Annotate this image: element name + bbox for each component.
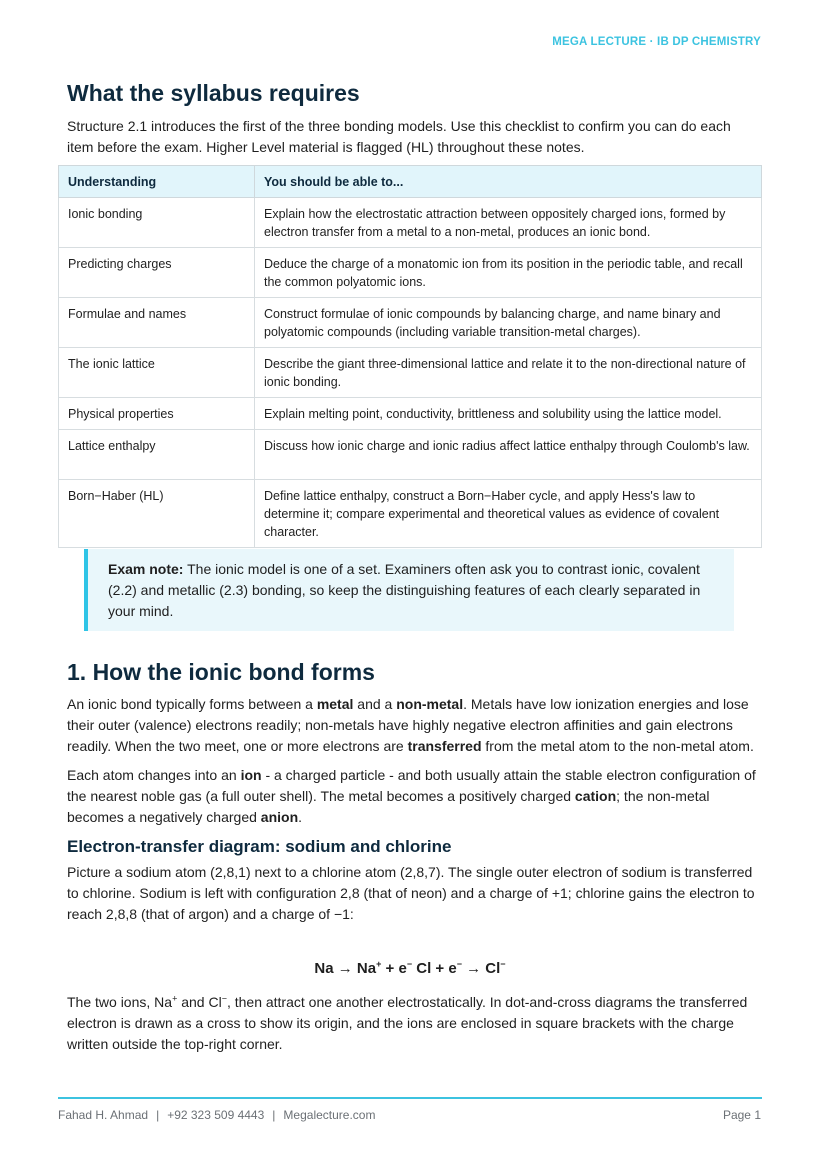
paragraph-sodium-chlorine: Picture a sodium atom (2,8,1) next to a chlorine atom (2,8,7). The single outer electron of sodium is transferred to chlorine. Sodium is left with configuration 2,8 (that of neon) and a charge of +1; chlorine gains the electron to reach 2,8,8 (that of argon) and a charge of −1: <box>67 864 755 922</box>
paragraph-attraction: The two ions, Na+ and Cl−, then attract one another electrostatically. In dot-and-cross diagrams the transferred electron is drawn as a cross to show its origin, and the ions are enclosed in square brackets with the charge written outside the top-right corner. <box>67 993 748 1052</box>
exam-note-callout <box>84 549 734 631</box>
footer-divider <box>58 1097 762 1099</box>
cell-understanding: Lattice enthalpy <box>59 430 255 480</box>
section-title: What the syllabus requires <box>67 80 360 106</box>
footer-site-link[interactable]: Megalecture.com <box>283 1108 376 1122</box>
cell-description: Deduce the charge of a monatomic ion from its position in the periodic table, and recall the common polyatomic ions. <box>255 248 762 298</box>
cell-description: Discuss how ionic charge and ionic radius affect lattice enthalpy through Coulomb's law. <box>255 430 762 480</box>
ionization-equation: Na → Na+ + e− Cl + e− → Cl− <box>314 959 506 977</box>
syllabus-table <box>58 165 762 548</box>
exam-note-label: Exam note: <box>108 561 184 577</box>
table-row <box>59 480 762 548</box>
cell-understanding: Predicting charges <box>59 248 255 298</box>
cell-understanding: Born−Haber (HL) <box>59 480 255 548</box>
cell-understanding: Physical properties <box>59 398 255 430</box>
table-row <box>59 298 762 348</box>
table-row <box>59 430 762 480</box>
footer-author: Fahad H. Ahmad <box>58 1108 149 1122</box>
table-row <box>59 198 762 248</box>
paragraph-formation: An ionic bond typically forms between a metal and a non-metal. Metals have low ionization energies and lose their outer (valence) electrons readily; non-metals have highly negative electron affinities and gain electrons readily. When the two meet, one or more electrons are transferred from the metal atom to the non-metal atom. <box>67 696 754 754</box>
cell-understanding: Formulae and names <box>59 298 255 348</box>
cell-description: Explain melting point, conductivity, brittleness and solubility using the lattice model. <box>255 398 762 430</box>
section-title: 1. How the ionic bond forms <box>67 659 375 685</box>
footer-separator: | <box>272 1108 276 1122</box>
intro-paragraph: Structure 2.1 introduces the first of the three bonding models. Use this checklist to confirm you can do each item before the exam. Higher Level material is flagged (HL) throughout these notes. <box>67 118 731 155</box>
footer-separator: | <box>156 1108 160 1122</box>
cell-description: Describe the giant three-dimensional lattice and relate it to the non-directional nature of ionic bonding. <box>255 348 762 398</box>
table-header-row <box>59 166 762 198</box>
footer-contact <box>58 1108 375 1122</box>
table-row <box>59 398 762 430</box>
cell-description: Define lattice enthalpy, construct a Born−Haber cycle, and apply Hess's law to determine it; compare experimental and theoretical values as evidence of covalent character. <box>255 480 762 548</box>
table-row <box>59 248 762 298</box>
running-header: MEGA LECTURE · IB DP CHEMISTRY <box>552 36 761 48</box>
cell-description: Construct formulae of ionic compounds by balancing charge, and name binary and polyatomic compounds (including variable transition-metal charges). <box>255 298 762 348</box>
header-understanding: Understanding <box>59 166 255 198</box>
cell-understanding: Ionic bonding <box>59 198 255 248</box>
exam-note-text: The ionic model is one of a set. Examiners often ask you to contrast ionic, covalent (2.2) and metallic (2.3) bonding, so keep the distinguishing features of each clearly separated in your mind. <box>108 561 701 619</box>
cell-description: Explain how the electrostatic attraction between oppositely charged ions, formed by electron transfer from a metal to a non-metal, produces an ionic bond. <box>255 198 762 248</box>
paragraph-ions: Each atom changes into an ion - a charged particle - and both usually attain the stable electron configuration of the nearest noble gas (a full outer shell). The metal becomes a positively charged cation; the non-metal becomes a negatively charged anion. <box>67 767 756 825</box>
section-attraction <box>67 992 761 1055</box>
section-syllabus <box>67 80 761 158</box>
cell-understanding: The ionic lattice <box>59 348 255 398</box>
header-able-to: You should be able to... <box>255 166 762 198</box>
footer-phone: +92 323 509 4443 <box>167 1108 265 1122</box>
section-ionic-bond <box>67 659 761 925</box>
subsection-title: Electron-transfer diagram: sodium and chlorine <box>67 837 452 856</box>
page-number: Page 1 <box>722 1108 761 1122</box>
table-row <box>59 348 762 398</box>
